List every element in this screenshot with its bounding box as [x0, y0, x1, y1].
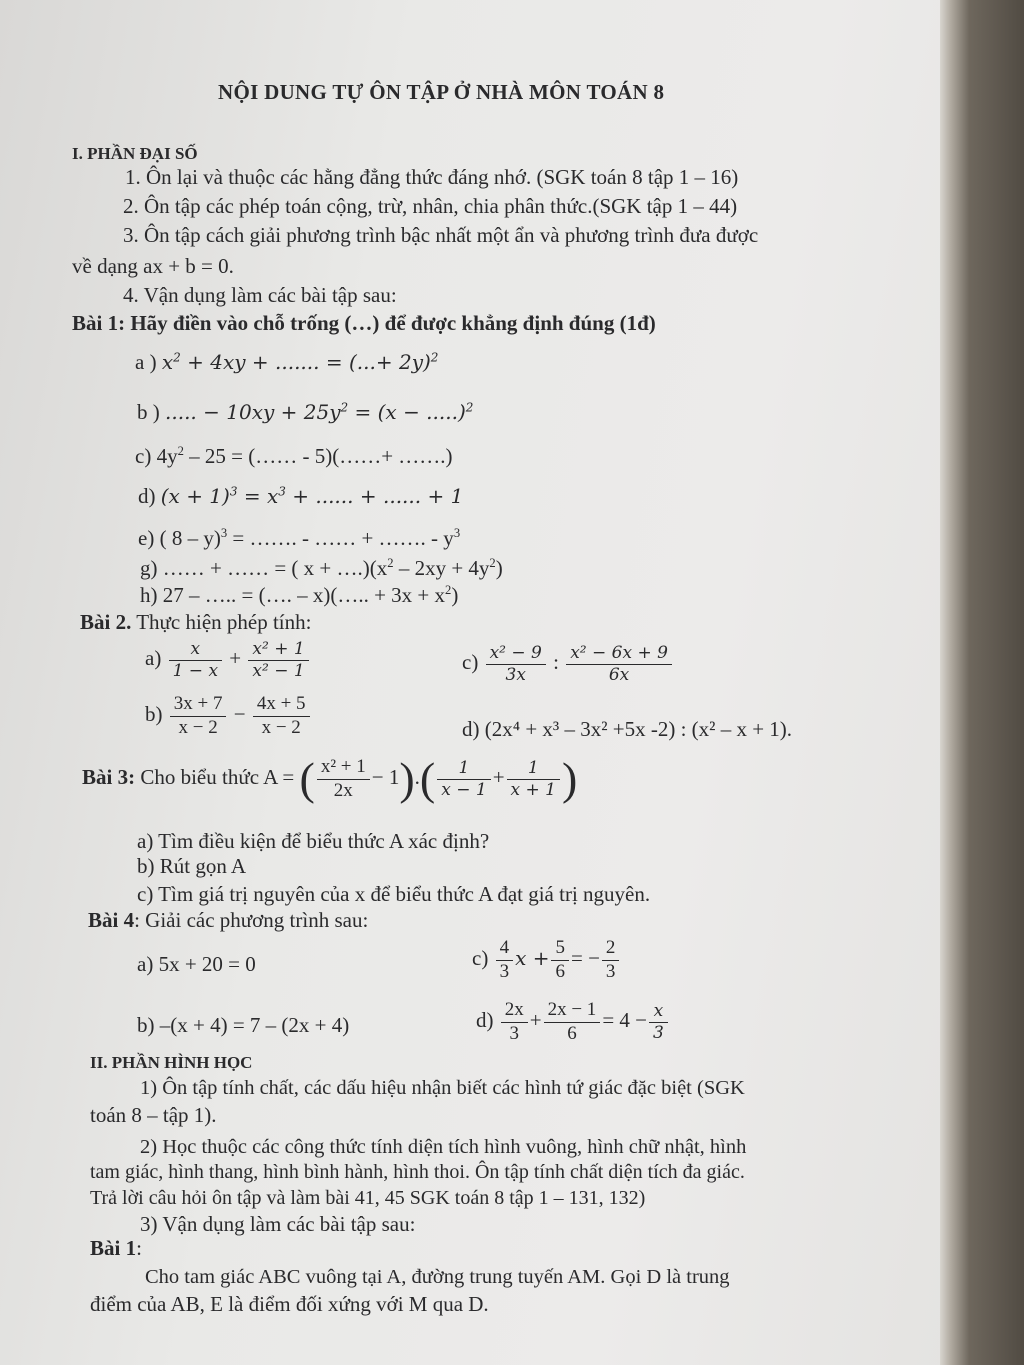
- geometry-exercise-1-line-2: điểm của AB, E là điểm đối xứng với M qua D.: [90, 1292, 489, 1316]
- exercise-1b: b ) ..... − $10xy + 25y^2 = (x - .....)^2$: [137, 400, 474, 424]
- exercise-2-heading: Bài 2. Thực hiện phép tính:: [80, 610, 312, 634]
- exercise-1e: e) ( 8 – y)$^3$ = ……. - …… + ……. - $y^3$: [138, 526, 461, 550]
- algebra-item-1: 1. Ôn lại và thuộc các hằng đẳng thức đáng nhớ. (SGK toán 8 tập 1 – 16): [125, 165, 739, 189]
- geometry-item-2-cont: tam giác, hình thang, hình bình hành, hình thoi. Ôn tập tính chất diện tích đa giác.: [90, 1161, 745, 1183]
- geometry-item-2-cont2: Trả lời câu hỏi ôn tập và làm bài 41, 45 SGK toán 8 tập 1 – 131, 132): [90, 1187, 646, 1209]
- algebra-heading: I. PHẦN ĐẠI SỐ: [72, 144, 198, 163]
- exercise-1-heading: Bài 1: Hãy điền vào chỗ trống (…) để được khẳng định đúng (1đ): [72, 311, 656, 335]
- algebra-item-3: 3. Ôn tập cách giải phương trình bậc nhất một ẩn và phương trình đưa được: [123, 223, 759, 247]
- exercise-1h: h) 27 – ….. = (…. – x)(….. + $3x + x^2$): [140, 583, 459, 607]
- exercise-1a: a ) $x^2 + 4xy$ + ....... = (...+ 2y)$^2$: [135, 350, 439, 374]
- exercise-2d: d) (2x⁴ + x³ – 3x² +5x -2) : (x² – x + 1).: [462, 717, 793, 741]
- exercise-1g: g) …… + …… = ( $x + \dots.)(x^2 - 2xy + 4y^2)$: [140, 556, 503, 580]
- geometry-exercise-1-line-1: Cho tam giác ABC vuông tại A, đường trung tuyến AM. Gọi D là trung: [145, 1266, 730, 1288]
- page-edge-shadow: [940, 0, 1024, 1365]
- exercise-3a: a) Tìm điều kiện để biểu thức A xác định?: [137, 829, 490, 853]
- exercise-2b: b) $\frac{3x + 7}{x - 2}$ − $\frac{4x + 5}{x - 2}$: [145, 694, 312, 739]
- algebra-item-3-cont: về dạng ax + b = 0.: [72, 254, 234, 278]
- exercise-4b: b) –(x + 4) = 7 – (2x + 4): [137, 1013, 350, 1037]
- exercise-3-heading: Bài 3: Cho biểu thức A = ( $\frac{\text{x² + 1}}{2x}$ − 1).( $\frac{1}{x - 1}$ + $\frac{1}{x + 1}$ ): [82, 753, 578, 804]
- exercise-3c: c) Tìm giá trị nguyên của x để biểu thức A đạt giá trị nguyên.: [137, 882, 651, 906]
- exercise-1d: d) $(x + 1)^3 = x^3$ + ...... + ...... + 1: [138, 484, 464, 508]
- exercise-2c: c) $\frac{\text{x² − 9}}{3x}$ : $\frac{\text{x² − 6x + 9}}{6x}$: [462, 644, 674, 684]
- exercise-2a: a) $\frac{x}{1 - x}$ + $\frac{\text{x² + 1}}{\text{x² − 1}}$: [145, 640, 311, 680]
- geometry-item-3: 3) Vận dụng làm các bài tập sau:: [140, 1212, 416, 1236]
- exercise-4c: c) $\frac{4}{3}$ x + $\frac{5}{6}$ = − $\frac{2}{3}$: [472, 938, 621, 983]
- geometry-item-2: 2) Học thuộc các công thức tính diện tích hình vuông, hình chữ nhật, hình: [140, 1136, 747, 1158]
- exercise-4d: d) $\frac{2x}{3}$ + $\frac{2x - 1}{6}$ = 4 − $\frac{x}{3}$: [476, 1000, 670, 1045]
- geometry-item-1: 1) Ôn tập tính chất, các dấu hiệu nhận biết các hình tứ giác đặc biệt (SGK: [140, 1077, 745, 1099]
- exercise-4-heading: Bài 4: Giải các phương trình sau:: [88, 908, 369, 932]
- algebra-item-4: 4. Vận dụng làm các bài tập sau:: [123, 283, 397, 307]
- geometry-exercise-1-heading: Bài 1:: [90, 1236, 142, 1260]
- page-title: NỘI DUNG TỰ ÔN TẬP Ở NHÀ MÔN TOÁN 8: [218, 80, 665, 104]
- exercise-1c: c) $4y^2 - 25$ = (…… - 5)(……+ …….): [135, 444, 453, 468]
- exercise-4a: a) 5x + 20 = 0: [137, 952, 256, 976]
- algebra-item-2: 2. Ôn tập các phép toán cộng, trừ, nhân, chia phân thức.(SGK tập 1 – 44): [123, 194, 738, 218]
- exercise-3b: b) Rút gọn A: [137, 854, 247, 878]
- geometry-heading: II. PHẦN HÌNH HỌC: [90, 1053, 253, 1072]
- geometry-item-1-cont: toán 8 – tập 1).: [90, 1103, 217, 1127]
